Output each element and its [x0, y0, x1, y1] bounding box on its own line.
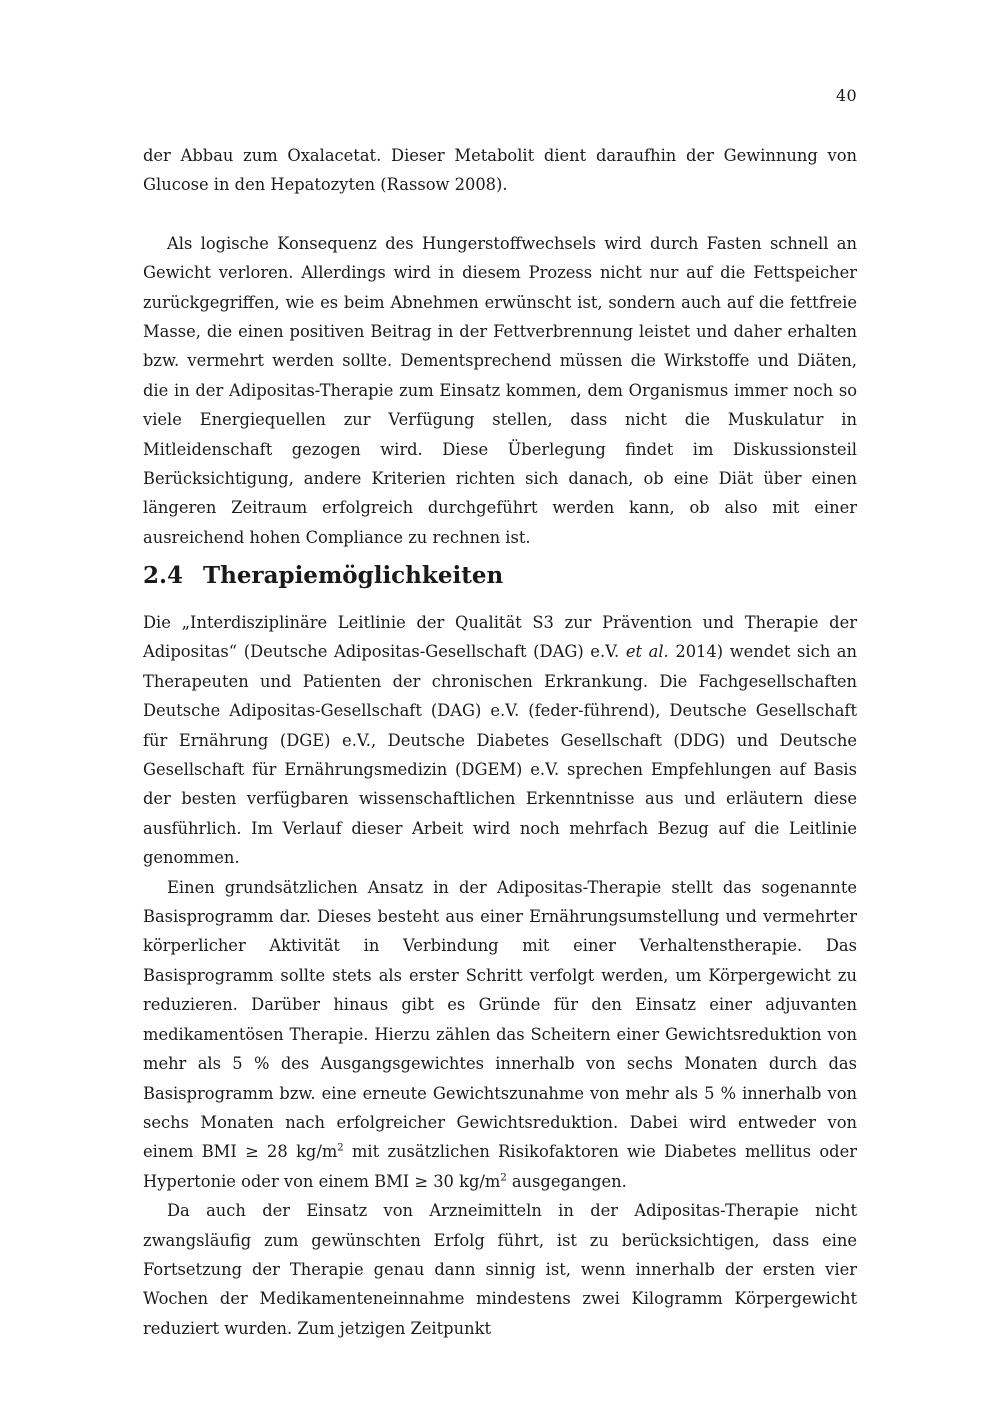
- intro-text-block: [143, 141, 857, 552]
- paragraph-hunger-metabolism: Als logische Konsequenz des Hungerstoffwechsels wird durch Fasten schnell an Gewicht verloren. Allerdings wird in diesem Prozess nicht nur auf die Fettspeicher zurückgegriffen, wie es beim Abnehmen erwünscht ist, sondern auch auf die fettfreie Masse, die einen positiven Beitrag in der Fettverbrennung leistet und daher erhalten bzw. vermehrt werden sollte. Dementsprechend müssen die Wirkstoffe und Diäten, die in der Adipositas-Therapie zum Einsatz kommen, dem Organismus immer noch so viele Energiequellen zur Verfügung stellen, dass nicht die Muskulatur in Mitleidenschaft gezogen wird. Diese Überlegung findet im Diskussionsteil Berücksichtigung, andere Kriterien richten sich danach, ob eine Diät über einen längeren Zeitraum erfolgreich durchgeführt werden kann, ob also mit einer ausreichend hohen Compliance zu rechnen ist.: [143, 233, 857, 547]
- section-title: Therapiemöglichkeiten: [203, 562, 504, 589]
- paragraph-basic-program-part-c: ausgegangen.: [506, 1171, 627, 1191]
- superscript-two: 2: [500, 1172, 507, 1184]
- paragraph-guideline-et-al: et al.: [625, 642, 669, 662]
- paragraph-guideline: [143, 608, 857, 873]
- section-heading: [143, 560, 857, 592]
- section-text-block: [143, 608, 857, 1343]
- paragraph-basic-program-part-b: mit zusätzlichen Risikofaktoren wie Diabetes mellitus oder Hypertonie oder von einem BMI ≥ 30 kg/m: [143, 1142, 857, 1191]
- paragraph-guideline-part-b: 2014) wendet sich an Therapeuten und Patienten der chronischen Erkrankung. Die Fachgesellschaften Deutsche Adipositas-Gesellschaft (DAG) e.V. (feder-führend), Deutsche Gesellschaft für Ernährung (DGE) e.V., Deutsche Diabetes Gesellschaft (DDG) und Deutsche Gesellschaft für Ernährungsmedizin (DGEM) e.V. sprechen Empfehlungen auf Basis der besten verfügbaren wissenschaftlichen Erkenntnisse aus und erläutern diese ausführlich. Im Verlauf dieser Arbeit wird noch mehrfach Bezug auf die Leitlinie genommen.: [143, 642, 857, 868]
- paragraph-guideline-part-a: Die „Interdisziplinäre Leitlinie der Qualität S3 zur Prävention und Therapie der Adipositas“ (Deutsche Adipositas-Gesellschaft (DAG) e.V.: [143, 613, 857, 662]
- superscript-two: 2: [337, 1142, 344, 1154]
- paragraph-basic-program-part-a: Einen grundsätzlichen Ansatz in der Adipositas-Therapie stellt das sogenannte Basisprogramm dar. Dieses besteht aus einer Ernährungsumstellung und vermehrter körperlicher Aktivität in Verbindung mit einer Verhaltenstherapie. Das Basisprogramm sollte stets als erster Schritt verfolgt werden, um Körpergewicht zu reduzieren. Darüber hinaus gibt es Gründe für den Einsatz einer adjuvanten medikamentösen Therapie. Hierzu zählen das Scheitern einer Gewichtsreduktion von mehr als 5 % des Ausgangsgewichtes innerhalb von sechs Monaten durch das Basisprogramm bzw. eine erneute Gewichtszunahme von mehr als 5 % innerhalb von sechs Monaten nach erfolgreicher Gewichtsreduktion. Dabei wird entweder von einem BMI ≥ 28 kg/m: [143, 877, 857, 1162]
- page-number: 40: [836, 86, 857, 105]
- paragraph-medication: Da auch der Einsatz von Arzneimitteln in der Adipositas-Therapie nicht zwangsläufig zum gewünschten Erfolg führt, ist zu berücksichtigen, dass eine Fortsetzung der Therapie genau dann sinnig ist, wenn innerhalb der ersten vier Wochen der Medikamenteneinnahme mindestens zwei Kilogramm Körpergewicht reduziert wurden. Zum jetzigen Zeitpunkt: [143, 1201, 857, 1338]
- paragraph-continuation: der Abbau zum Oxalacetat. Dieser Metabolit dient daraufhin der Gewinnung von Glucose in den Hepatozyten (Rassow 2008).: [143, 146, 857, 195]
- paragraph-basic-program: [143, 873, 857, 1196]
- section-number: 2.4: [143, 562, 184, 589]
